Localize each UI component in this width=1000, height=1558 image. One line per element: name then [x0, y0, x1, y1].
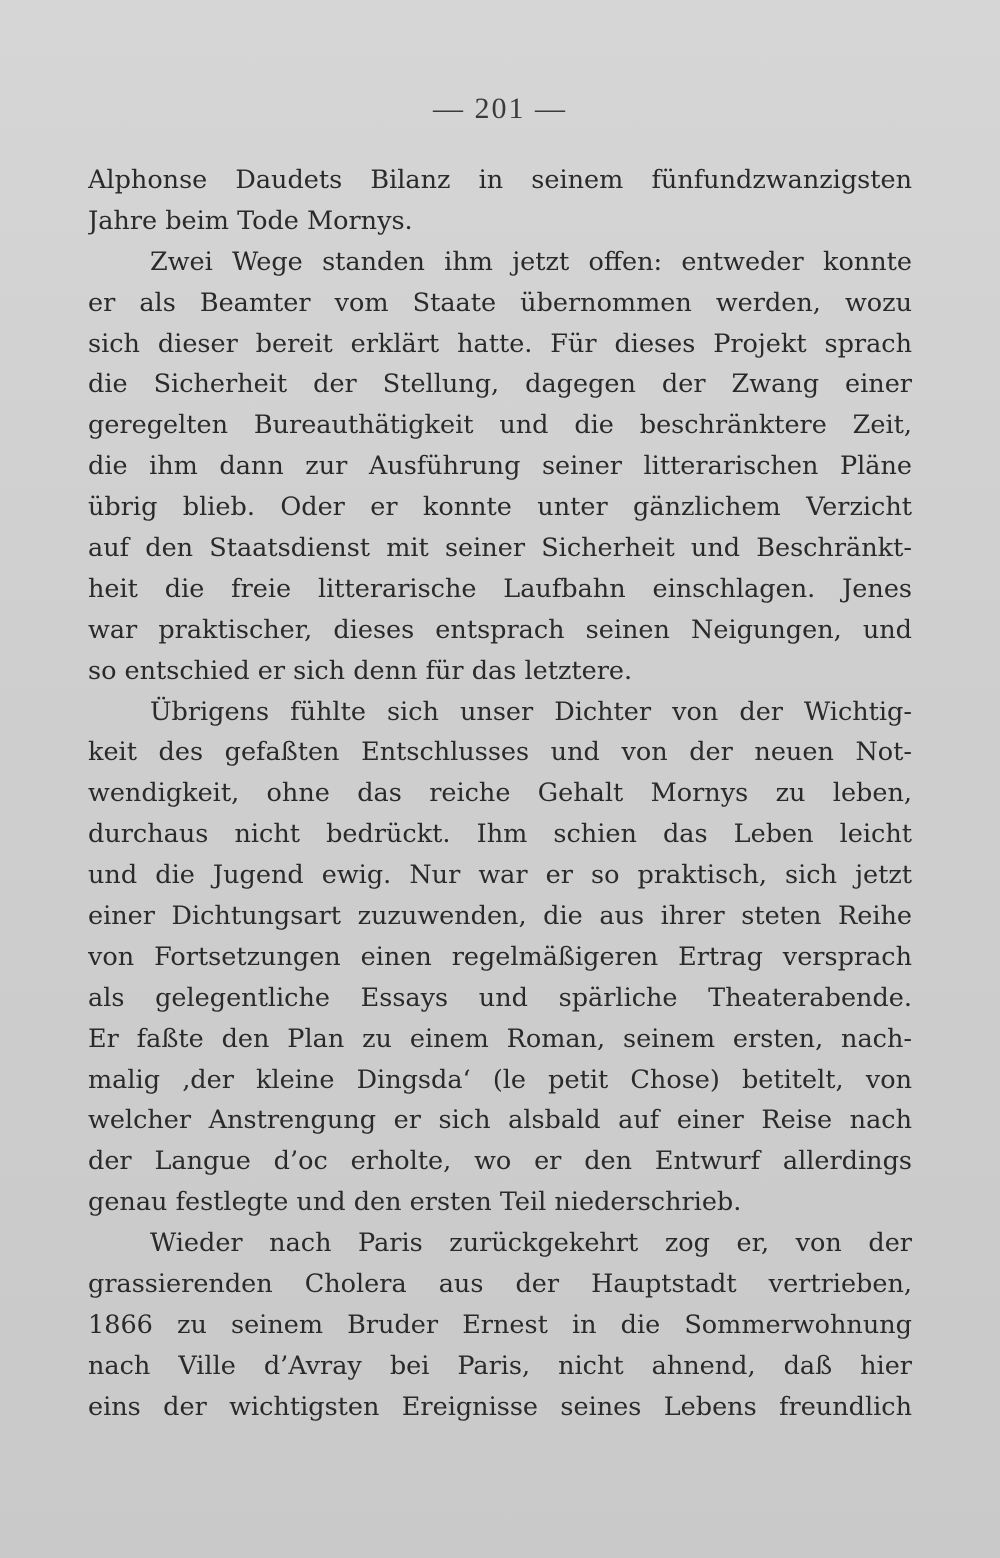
text-line: die ihm dann zur Ausführung seiner litterarischen Pläne [88, 451, 912, 482]
text-line: geregelten Bureauthätigkeit und die beschränktere Zeit, [88, 410, 912, 441]
body-text [88, 160, 912, 1428]
text-line: Jahre beim Tode Mornys. [88, 205, 413, 236]
text-line: als gelegentliche Essays und spärliche Theaterabende. [88, 982, 912, 1013]
text-line: genau festlegte und den ersten Teil niederschrieb. [88, 1187, 742, 1218]
text-line: heit die freie litterarische Laufbahn einschlagen. Jenes [88, 573, 912, 604]
text-line: einer Dichtungsart zuzuwenden, die aus ihrer steten Reihe [88, 901, 912, 932]
text-line: nach Ville d’Avray bei Paris, nicht ahnend, daß hier [88, 1350, 912, 1381]
text-line: grassierenden Cholera aus der Hauptstadt vertrieben, [88, 1269, 912, 1300]
text-line: übrig blieb. Oder er konnte unter gänzlichem Verzicht [88, 492, 912, 523]
text-line: er als Beamter vom Staate übernommen werden, wozu [88, 287, 912, 318]
text-line: die Sicherheit der Stellung, dagegen der Zwang einer [88, 369, 912, 400]
text-line: Er faßte den Plan zu einem Roman, seinem ersten, nach- [88, 1023, 912, 1054]
page-number: — 201 — [433, 92, 567, 125]
text-line: sich dieser bereit erklärt hatte. Für dieses Projekt sprach [88, 328, 912, 359]
text-line: Zwei Wege standen ihm jetzt offen: entweder konnte [150, 246, 912, 277]
text-line: malig ‚der kleine Dingsda‘ (le petit Chose) betitelt, von [88, 1064, 912, 1095]
text-line: welcher Anstrengung er sich alsbald auf einer Reise nach [88, 1105, 912, 1136]
text-line: Alphonse Daudets Bilanz in seinem fünfundzwanzigsten [88, 165, 912, 195]
text-line: keit des gefaßten Entschlusses und von der neuen Not- [88, 737, 912, 768]
text-line: so entschied er sich denn für das letztere. [88, 655, 633, 686]
text-line: wendigkeit, ohne das reiche Gehalt Mornys zu leben, [88, 778, 912, 809]
text-line: Wieder nach Paris zurückgekehrt zog er, von der [150, 1228, 912, 1259]
text-line: durchaus nicht bedrückt. Ihm schien das Leben leicht [88, 819, 912, 850]
text-line: und die Jugend ewig. Nur war er so praktisch, sich jetzt [88, 860, 912, 891]
text-line: war praktischer, dieses entsprach seinen Neigungen, und [88, 614, 912, 645]
text-line: 1866 zu seinem Bruder Ernest in die Sommerwohnung [88, 1309, 912, 1340]
text-line: auf den Staatsdienst mit seiner Sicherheit und Beschränkt- [88, 533, 912, 564]
text-line: der Langue d’oc erholte, wo er den Entwurf allerdings [88, 1146, 912, 1177]
text-line: eins der wichtigsten Ereignisse seines Lebens freundlich [88, 1391, 912, 1422]
text-line: von Fortsetzungen einen regelmäßigeren Ertrag versprach [88, 941, 912, 972]
text-line: Übrigens fühlte sich unser Dichter von der Wichtig- [150, 696, 912, 727]
